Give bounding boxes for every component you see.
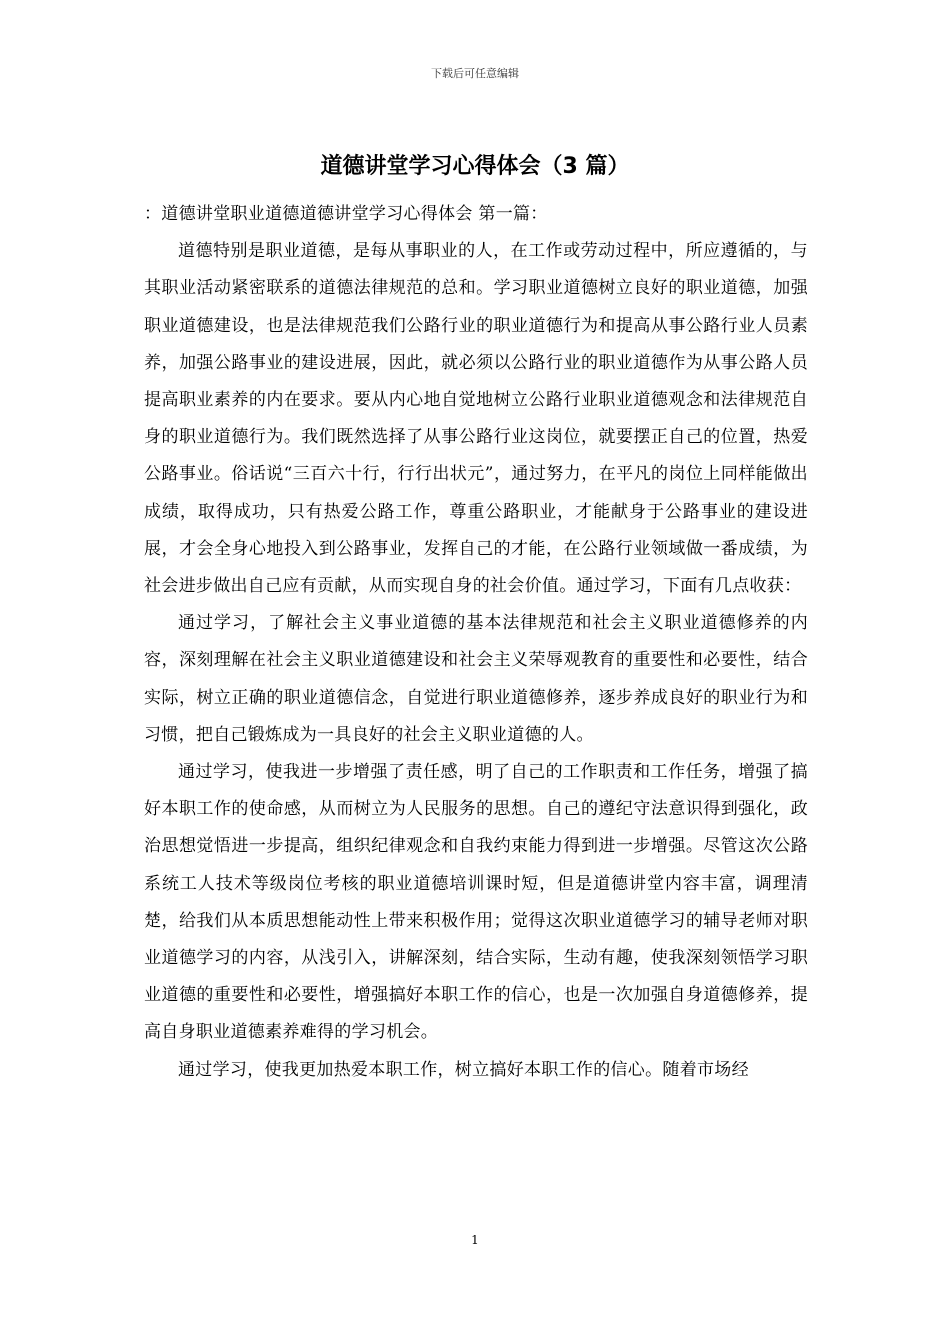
document-title: 道德讲堂学习心得体会（3 篇）	[320, 154, 630, 179]
paragraph-4: 通过学习，使我更加热爱本职工作，树立搞好本职工作的信心。随着市场经	[178, 1059, 749, 1080]
paragraph-2: 通过学习，了解社会主义事业道德的基本法律规范和社会主义职业道德修养的内容，深刻理解在社会主义职业道德建设和社会主义荣辱观教育的重要性和必要性，结合实际，树立正确的职业道德信念，自觉进行职业道德修养，逐步养成良好的职业行为和习惯，把自己锻炼成为一具良好的社会主义职业道德的人。	[144, 613, 808, 745]
paragraph-1: 道德特别是职业道德，是每从事职业的人，在工作或劳动过程中，所应遵循的，与其职业活动紧密联系的道德法律规范的总和。学习职业道德树立良好的职业道德，加强职业道德建设，也是法律规范我们公路行业的职业道德行为和提高从事公路行业人员素养，加强公路事业的建设进展，因此，就必须以公路行业的职业道德作为从事公路人员提高职业素养的内在要求。要从内心地自觉地树立公路行业职业道德观念和法律规范自身的职业道德行为。我们既然选择了从事公路行业这岗位，就要摆正自己的位置，热爱公路事业。俗话说“三百六十行，行行出状元”，通过努力，在平凡的岗位上同样能做出成绩，取得成功，只有热爱公路工作，尊重公路职业，才能献身于公路事业的建设进展，才会全身心地投入到公路事业，发挥自己的才能，在公路行业领域做一番成绩，为社会进步做出自己应有贡献，从而实现自身的社会价值。通过学习，下面有几点收获：	[144, 241, 808, 597]
section-subtitle: ：道德讲堂职业道德道德讲堂学习心得体会 第一篇：	[144, 204, 548, 224]
paragraph-3: 通过学习，使我进一步增强了责任感，明了自己的工作职责和工作任务，增强了搞好本职工作的使命感，从而树立为人民服务的思想。自己的遵纪守法意识得到强化，政治思想觉悟进一步提高，组织纪律观念和自我约束能力得到进一步增强。尽管这次公路系统工人技术等级岗位考核的职业道德培训课时短，但是道德讲堂内容丰富，调理清楚，给我们从本质思想能动性上带来积极作用；觉得这次职业道德学习的辅导老师对职业道德学习的内容，从浅引入，讲解深刻，结合实际，生动有趣，使我深刻领悟学习职业道德的重要性和必要性，增强搞好本职工作的信心，也是一次加强自身道德修养，提高自身职业道德素养难得的学习机会。	[144, 762, 808, 1043]
document-body	[144, 196, 808, 1089]
page-number: 1	[471, 1233, 479, 1247]
page-header: 下载后可任意编辑	[431, 67, 519, 80]
